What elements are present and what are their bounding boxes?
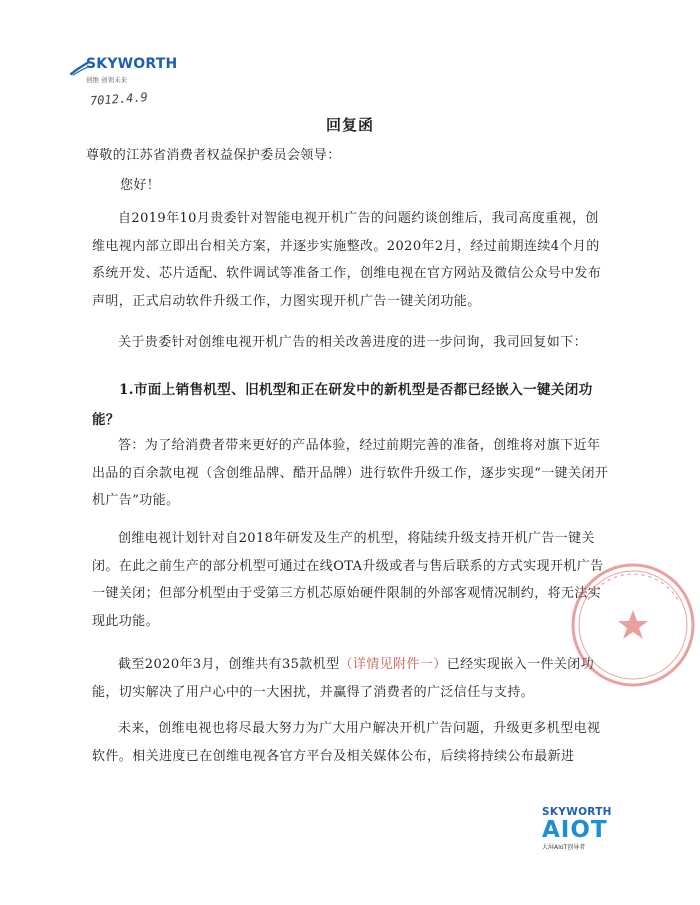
paragraph-1: 自2019年10月贵委针对智能电视开机广告的问题约谈创维后，我司高度重视，创维电视内部立即出台相关方案，并逐步实施整改。2020年2月，经过前期连续4个月的系统开发、芯片适配、软件调试等准备工作，创维电视在官方网站及微信公众号中发布声明，正式启动软件升级工作，力图实现开机广告一键关闭功能。: [92, 211, 602, 309]
company-seal-stamp: [568, 560, 698, 690]
paragraph-3: 创维电视计划针对自2018年研发及生产的机型，将陆续升级支持开机广告一键关闭。在此之前生产的部分机型可通过在线OTA升级或者与售后联系的方式实现开机广告一键关闭；但部分机型由于受第三方机芯原始硬件限制的外部客观情况制约，将无法实现此功能。: [92, 531, 604, 629]
footer-tagline: 大屏AIoT创导者: [542, 844, 586, 851]
paragraph-4-end: 已经实现嵌入一件关闭功能，切实解决了用户心中的一大困扰，并赢得了消费者的广泛信任与支持。: [92, 657, 595, 700]
paragraph-4: [92, 651, 610, 706]
paragraph-2: 关于贵委针对创维电视开机广告的相关改善进度的进一步问询，我司回复如下：: [118, 335, 588, 350]
paragraph-4-start: 截至2020年3月，创维共有35款机型: [118, 657, 340, 672]
skyworth-aiot-logo: [542, 806, 622, 866]
brand-slogan: 创维 创领未来: [86, 76, 128, 84]
paragraph-5: 未来，创维电视也将尽最大努力为广大用户解决开机广告问题，升级更多机型电视软件。相关进度已在创维电视各官方平台及相关媒体公布，后续将持续公布最新进: [92, 721, 601, 764]
footer-brand: SKYWORTH: [542, 806, 612, 818]
attachment-reference: （详情见附件一）: [339, 657, 447, 672]
letter-title: 回复函: [325, 116, 374, 134]
aiot-mark: AIOT: [542, 817, 608, 843]
brand-name: SKYWORTH: [86, 56, 178, 72]
question-1: 1.市面上销售机型、旧机型和正在研发中的新机型是否都已经嵌入一键关闭功能？: [92, 382, 593, 428]
handwritten-date: 7012.4.9: [89, 90, 149, 108]
skyworth-logo: [70, 52, 190, 92]
greeting: 您好！: [120, 178, 161, 193]
salutation: 尊敬的江苏省消费者权益保护委员会领导：: [86, 148, 341, 163]
answer-1: 答：为了给消费者带来更好的产品体验，经过前期完善的准备，创维将对旗下近年出品的百余款电视（含创维品牌、酷开品牌）进行软件升级工作，逐步实现“一键关闭开机广告”功能。: [92, 438, 609, 508]
